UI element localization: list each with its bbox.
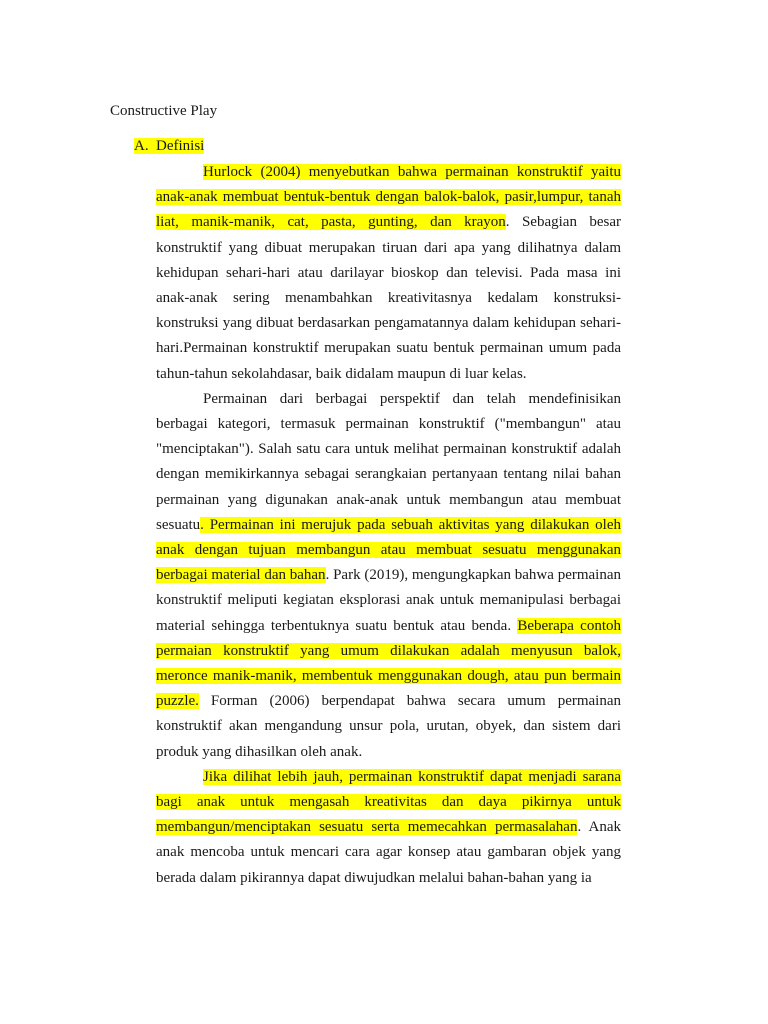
document-title: Constructive Play — [110, 103, 218, 119]
paragraph-1 — [156, 160, 621, 387]
section-heading — [134, 136, 204, 156]
section-letter: A. — [134, 138, 149, 154]
paragraph-2-segment-1: Permainan dari berbagai perspektif dan telah mendefinisikan berbagai kategori, termasuk permainan konstruktif ("membangun" atau "menciptakan"). Salah satu cara untuk melihat permainan konstruktif adalah dengan memikirkannya sebagai serangkaian pertanyaan tentang nilai bahan permainan yang digunakan anak-anak untuk membangun atau membuat sesuatu — [156, 390, 621, 533]
paragraph-3 — [156, 765, 621, 891]
paragraph-1-segment-2: . Sebagian besar konstruktif yang dibuat merupakan tiruan dari apa yang dilihatnya dalam kehidupan sehari-hari atau darilayar bioskop dan televisi. Pada masa ini anak-anak sering menambahkan kreativitasnya kedalam konstruksi-konstruksi yang dibuat berdasarkan pengamatannya dalam kehidupan sehari-hari.Permainan konstruktif merupakan suatu bentuk permainan umum pada tahun-tahun sekolahdasar, baik didalam maupun di luar kelas. — [156, 214, 621, 382]
paragraph-2-segment-2: . Permainan ini merujuk pada sebuah aktivitas yang dilakukan oleh anak dengan tujuan membangun atau membuat sesuatu menggunakan berbagai material dan bahan — [156, 516, 621, 584]
paragraph-2-segment-5: Forman (2006) berpendapat bahwa secara umum permainan konstruktif akan mengandung unsur pola, urutan, obyek, dan sistem dari produk yang dihasilkan oleh anak. — [156, 693, 621, 760]
section-heading-text: Definisi — [156, 138, 205, 154]
paragraph-2-segment-3: . Park (2019), mengungkapkan bahwa permainan konstruktif meliputi kegiatan eksplorasi anak untuk memanipulasi berbagai material sehingga terbentuknya suatu bentuk atau benda. — [156, 567, 621, 634]
paragraph-3-segment-1: Jika dilihat lebih jauh, permainan konstruktif dapat menjadi sarana bagi anak untuk mengasah kreativitas dan daya pikirnya untuk membangun/menciptakan sesuatu serta memecahkan permasalahan — [156, 768, 621, 836]
paragraph-2-segment-4: Beberapa contoh permaian konstruktif yang umum dilakukan adalah menyusun balok, meronce manik-manik, membentuk menggunakan dough, atau pun bermain puzzle. — [156, 617, 621, 710]
paragraph-3-segment-2: . Anak anak mencoba untuk mencari cara agar konsep atau gambaran objek yang berada dalam pikirannya dapat diwujudkan melalui bahan-bahan yang ia — [156, 819, 621, 886]
paragraph-2 — [156, 387, 621, 765]
section-heading-highlight — [134, 138, 204, 154]
section-body — [156, 160, 621, 891]
paragraph-1-segment-1: Hurlock (2004) menyebutkan bahwa permainan konstruktif yaitu anak-anak membuat bentuk-bentuk dengan balok-balok, pasir,lumpur, tanah liat, manik-manik, cat, pasta, gunting, dan krayon — [156, 164, 621, 231]
